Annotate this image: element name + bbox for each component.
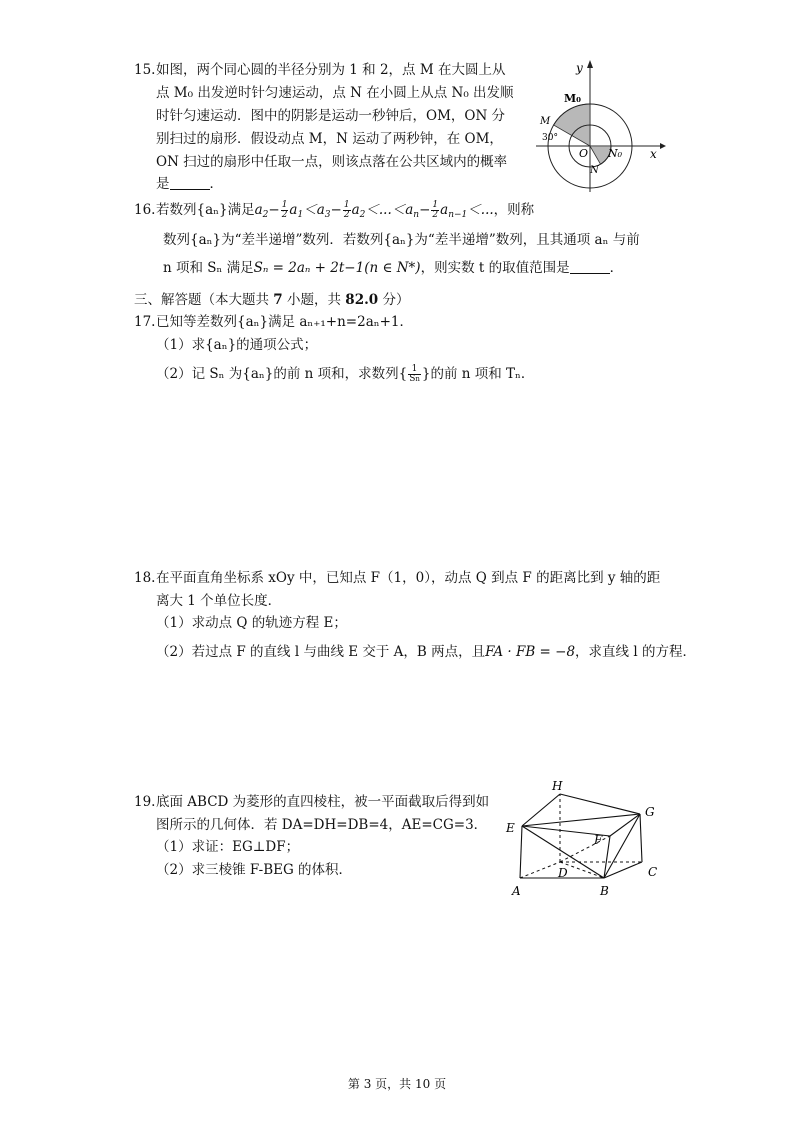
q15-line3: 时针匀速运动．图中的阴影是运动一秒钟后，OM，ON 分 bbox=[156, 108, 506, 124]
q18-part2: （2）若过点 F 的直线 l 与曲线 E 交于 A，B 两点，且FA · FB = −8，求直线 l 的方程． bbox=[156, 644, 696, 660]
q19-part2: （2）求三棱锥 F-BEG 的体积． bbox=[156, 862, 353, 878]
label-a: A bbox=[512, 884, 521, 898]
q16-formula: $a_2-$ $\frac{1}{2}$ $a_1<a_3-$ $\frac{1}{2}$ $a_2<...<a_n-$ $\frac{1}{2}$ $a_{n-1}<$... bbox=[254, 200, 494, 220]
edge-hg bbox=[560, 794, 640, 814]
edge-cg bbox=[640, 814, 642, 862]
q19-part1: （1）求证：EG⊥DF； bbox=[156, 839, 300, 855]
q16-sn-formula: Sₙ = 2aₙ + 2t−1(n ∈ N*) bbox=[253, 260, 421, 276]
q18-line1: 18.在平面直角坐标系 xOy 中，已知点 F（1，0），动点 Q 到点 F 的距离比到 y 轴的距 bbox=[134, 570, 661, 586]
page-footer: 第 3 页，共 10 页 bbox=[347, 1077, 447, 1091]
label-d: D bbox=[558, 866, 568, 880]
q18-number: 18. bbox=[134, 570, 156, 586]
q15-line5: ON 扫过的扇形中任取一点，则该点落在公共区域内的概率 bbox=[156, 154, 508, 170]
label-e: E bbox=[506, 821, 515, 835]
edge-ae bbox=[520, 826, 522, 878]
q15-line1: 15.如图，两个同心圆的半径分别为 1 和 2，点 M 在大圆上从 bbox=[134, 62, 506, 78]
label-o: O bbox=[579, 147, 589, 160]
label-h: H bbox=[552, 779, 563, 793]
q16-number: 16. bbox=[134, 202, 156, 218]
label-f: F bbox=[594, 833, 603, 847]
q19-solid-figure bbox=[500, 778, 670, 902]
label-n: N bbox=[590, 165, 599, 176]
segment-eg bbox=[522, 814, 640, 826]
q15-line6: 是 ． bbox=[156, 176, 223, 192]
q15-line2: 点 M₀ 出发逆时针匀速运动，点 N 在小圆上从点 N₀ 出发顺 bbox=[156, 85, 514, 101]
label-g: G bbox=[645, 805, 655, 819]
label-angle: 30° bbox=[542, 133, 558, 143]
q17-part1: （1）求{aₙ}的通项公式； bbox=[156, 337, 318, 353]
q19-line1: 19.底面 ABCD 为菱形的直四棱柱，被一平面截取后得到如 bbox=[134, 794, 490, 810]
q16-line2: 数列{aₙ}为“差半递增”数列．若数列{aₙ}为“差半递增”数列，且其通项 aₙ 与前 bbox=[163, 232, 640, 248]
q15-circle-figure bbox=[532, 56, 668, 196]
q17-number: 17. bbox=[134, 314, 156, 330]
edge-ad-hidden bbox=[520, 862, 560, 878]
q19-number: 19. bbox=[134, 794, 156, 810]
segment-df-hidden bbox=[560, 836, 610, 862]
q15-answer-blank bbox=[170, 175, 210, 190]
q19-line2: 图所示的几何体．若 DA=DH=DB=4，AE=CG=3． bbox=[156, 817, 488, 833]
q15-line4: 别扫过的扇形．假设动点 M，N 运动了两秒钟，在 OM， bbox=[156, 131, 503, 147]
section-3-heading: 三、解答题（本大题共 7 小题，共 82.0 分） bbox=[134, 292, 410, 308]
q17-part2: （2）记 Sₙ 为{aₙ}的前 n 项和，求数列{ $\frac{1}{Sn}$ }的前 n 项和 Tₙ． bbox=[156, 364, 535, 384]
q16-answer-blank bbox=[570, 259, 610, 274]
segment-bg bbox=[604, 814, 640, 878]
edge-eh bbox=[522, 794, 560, 826]
q17-stem: 17.已知等差数列{aₙ}满足 aₙ₊₁+n=2aₙ+1． bbox=[134, 314, 413, 330]
label-b: B bbox=[600, 884, 609, 898]
q16-line1: 16.若数列{aₙ}满足$a_2-$ $\frac{1}{2}$ $a_1<a_3-$ $\frac{1}{2}$ $a_2<...<a_n-$ $\frac{1}{2}$ $a_{n-1}<$...，则称 bbox=[134, 200, 535, 220]
label-m0: M₀ bbox=[564, 92, 581, 105]
q18-vector-formula: FA · FB = −8 bbox=[485, 644, 576, 660]
label-y: y bbox=[576, 61, 583, 75]
label-c: C bbox=[648, 865, 658, 879]
label-m: M bbox=[540, 116, 551, 127]
sector-om bbox=[554, 104, 590, 146]
label-x: x bbox=[650, 147, 657, 161]
q18-part1: （1）求动点 Q 的轨迹方程 E； bbox=[156, 615, 347, 631]
edge-fg bbox=[610, 814, 640, 836]
y-axis-arrow bbox=[587, 60, 593, 68]
label-n0: N₀ bbox=[608, 147, 623, 160]
edge-bc bbox=[604, 862, 642, 878]
q15-number: 15. bbox=[134, 62, 156, 78]
q16-line3: n 项和 Sₙ 满足Sₙ = 2aₙ + 2t−1(n ∈ N*)，则实数 t 的取值范围是 ． bbox=[163, 260, 624, 276]
q18-line2: 离大 1 个单位长度． bbox=[156, 593, 282, 609]
x-axis-arrow bbox=[660, 143, 666, 149]
